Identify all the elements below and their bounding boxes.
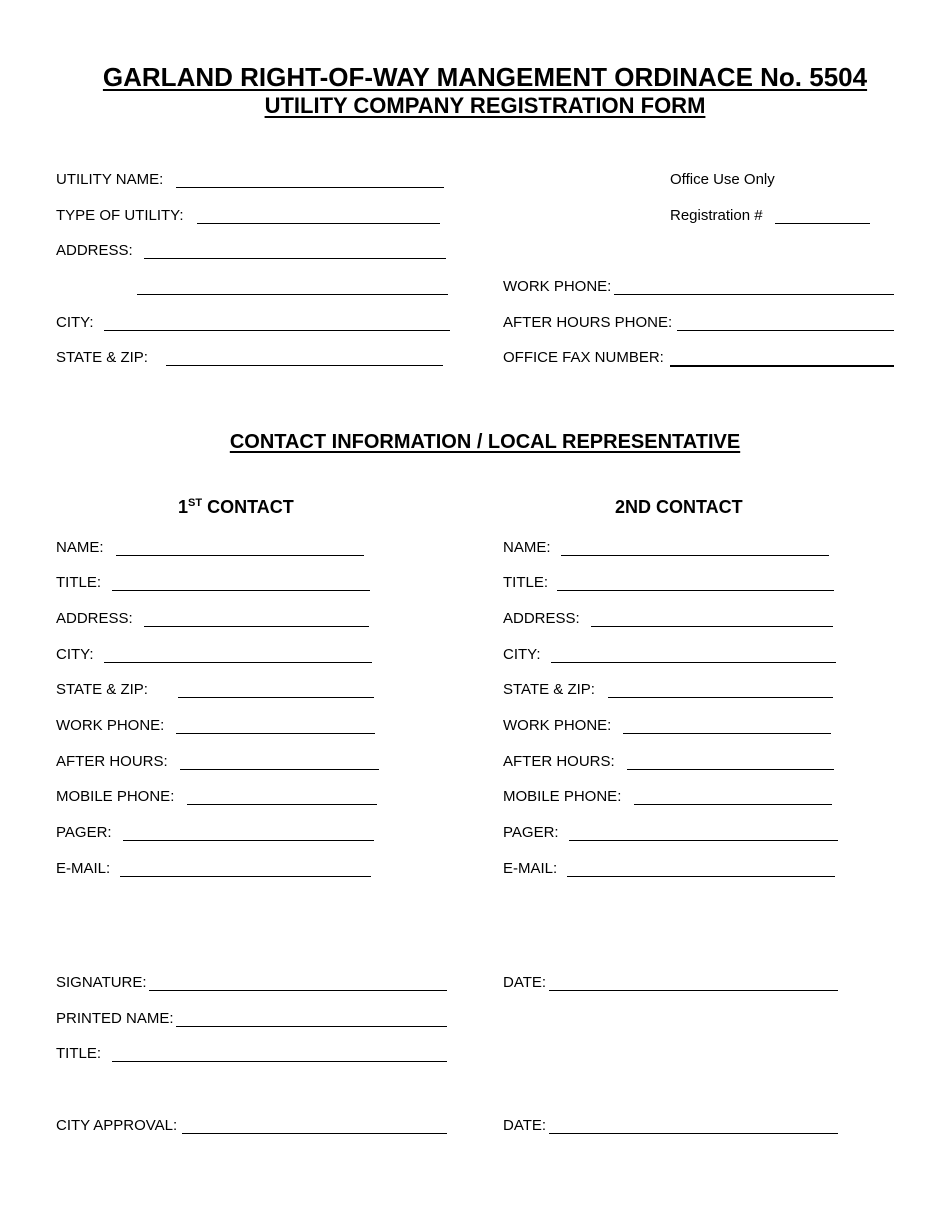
- utility-name-line[interactable]: [176, 187, 444, 188]
- contact-section-title: CONTACT INFORMATION / LOCAL REPRESENTATIVE: [229, 431, 741, 453]
- city-approval-label: CITY APPROVAL:: [56, 1117, 178, 1134]
- type-of-utility-field[interactable]: [56, 207, 446, 225]
- contact1-email-field[interactable]: [56, 860, 386, 878]
- office-fax-field[interactable]: [503, 349, 895, 367]
- form-subtitle: UTILITY COMPANY REGISTRATION FORM: [264, 93, 706, 118]
- contact1-mobile-phone-field[interactable]: [56, 788, 386, 806]
- contact2-city-field[interactable]: [503, 646, 843, 664]
- signer-title-field[interactable]: [56, 1045, 451, 1063]
- company-address-label: ADDRESS:: [56, 242, 133, 259]
- contact2-title-line[interactable]: [557, 590, 834, 591]
- company-after-hours-phone-line[interactable]: [677, 330, 894, 331]
- contact2-city-label: CITY:: [503, 646, 541, 663]
- contact1-name-field[interactable]: [56, 539, 386, 557]
- company-work-phone-field[interactable]: [503, 278, 895, 296]
- company-city-field[interactable]: [56, 314, 451, 332]
- office-fax-label: OFFICE FAX NUMBER:: [503, 349, 664, 366]
- contact1-email-line[interactable]: [120, 876, 371, 877]
- contact1-pager-label: PAGER:: [56, 824, 112, 841]
- company-after-hours-phone-label: AFTER HOURS PHONE:: [503, 314, 673, 331]
- contact2-email-label: E-MAIL:: [503, 860, 558, 877]
- contact1-work-phone-field[interactable]: [56, 717, 386, 735]
- contact1-work-phone-line[interactable]: [176, 733, 375, 734]
- office-use-label: Office Use Only: [670, 171, 775, 188]
- contact1-city-label: CITY:: [56, 646, 94, 663]
- signature-date-label: DATE:: [503, 974, 547, 991]
- signature-line[interactable]: [149, 990, 447, 991]
- registration-number-label: Registration #: [670, 207, 763, 224]
- printed-name-label: PRINTED NAME:: [56, 1010, 174, 1027]
- contact2-after-hours-line[interactable]: [627, 769, 834, 770]
- contact2-work-phone-line[interactable]: [623, 733, 831, 734]
- contact2-name-line[interactable]: [561, 555, 829, 556]
- contact2-pager-line[interactable]: [569, 840, 838, 841]
- contact2-mobile-phone-field[interactable]: [503, 788, 843, 806]
- company-state-zip-line[interactable]: [166, 365, 443, 366]
- contact1-state-zip-field[interactable]: [56, 681, 386, 699]
- contact1-after-hours-label: AFTER HOURS:: [56, 753, 168, 770]
- contact1-pager-field[interactable]: [56, 824, 386, 842]
- contact2-pager-field[interactable]: [503, 824, 843, 842]
- contact1-name-label: NAME:: [56, 539, 104, 556]
- contact1-address-field[interactable]: [56, 610, 386, 628]
- contact1-pager-line[interactable]: [123, 840, 374, 841]
- contact2-title-field[interactable]: [503, 574, 843, 592]
- contact1-city-field[interactable]: [56, 646, 386, 664]
- contact2-state-zip-field[interactable]: [503, 681, 843, 699]
- approval-date-label: DATE:: [503, 1117, 547, 1134]
- contact1-title-field[interactable]: [56, 574, 386, 592]
- form-title: GARLAND RIGHT-OF-WAY MANGEMENT ORDINACE No. 5504: [102, 62, 868, 92]
- utility-name-field[interactable]: [56, 171, 446, 189]
- signer-title-label: TITLE:: [56, 1045, 102, 1062]
- contact1-title-line[interactable]: [112, 590, 370, 591]
- utility-name-label: UTILITY NAME:: [56, 171, 164, 188]
- company-address-field[interactable]: [56, 242, 451, 260]
- second-contact-heading: 2ND CONTACT: [615, 497, 743, 517]
- printed-name-line[interactable]: [176, 1026, 447, 1027]
- contact2-mobile-phone-label: MOBILE PHONE:: [503, 788, 622, 805]
- contact1-after-hours-line[interactable]: [180, 769, 379, 770]
- city-approval-field[interactable]: [56, 1117, 451, 1135]
- contact1-mobile-phone-label: MOBILE PHONE:: [56, 788, 175, 805]
- registration-number-line[interactable]: [775, 223, 870, 224]
- company-address-line-2[interactable]: [137, 278, 449, 296]
- signature-field[interactable]: [56, 974, 451, 992]
- contact2-work-phone-label: WORK PHONE:: [503, 717, 612, 734]
- office-fax-line[interactable]: [670, 365, 894, 367]
- company-state-zip-label: STATE & ZIP:: [56, 349, 148, 366]
- contact1-work-phone-label: WORK PHONE:: [56, 717, 165, 734]
- company-city-line[interactable]: [104, 330, 450, 331]
- company-address-line[interactable]: [144, 258, 446, 259]
- contact1-state-zip-line[interactable]: [178, 697, 374, 698]
- first-contact-heading: 1ST CONTACT: [178, 497, 294, 517]
- contact2-mobile-phone-line[interactable]: [634, 804, 832, 805]
- contact2-after-hours-field[interactable]: [503, 753, 843, 771]
- contact1-city-line[interactable]: [104, 662, 372, 663]
- company-after-hours-phone-field[interactable]: [503, 314, 895, 332]
- signature-date-field[interactable]: [503, 974, 843, 992]
- company-work-phone-label: WORK PHONE:: [503, 278, 612, 295]
- signature-date-line[interactable]: [549, 990, 838, 991]
- contact2-state-zip-line[interactable]: [608, 697, 833, 698]
- contact2-city-line[interactable]: [551, 662, 836, 663]
- company-work-phone-line[interactable]: [614, 294, 894, 295]
- contact1-name-line[interactable]: [116, 555, 364, 556]
- contact2-after-hours-label: AFTER HOURS:: [503, 753, 615, 770]
- contact1-after-hours-field[interactable]: [56, 753, 386, 771]
- company-state-zip-field[interactable]: [56, 349, 446, 367]
- contact1-title-label: TITLE:: [56, 574, 102, 591]
- contact2-pager-label: PAGER:: [503, 824, 559, 841]
- approval-date-line[interactable]: [549, 1133, 838, 1134]
- type-of-utility-line[interactable]: [197, 223, 440, 224]
- contact2-name-field[interactable]: [503, 539, 843, 557]
- contact2-address-label: ADDRESS:: [503, 610, 580, 627]
- company-city-label: CITY:: [56, 314, 94, 331]
- type-of-utility-label: TYPE OF UTILITY:: [56, 207, 184, 224]
- registration-number-field[interactable]: [670, 207, 872, 225]
- contact1-address-label: ADDRESS:: [56, 610, 133, 627]
- contact2-state-zip-label: STATE & ZIP:: [503, 681, 595, 698]
- contact2-address-line[interactable]: [591, 626, 833, 627]
- printed-name-field[interactable]: [56, 1010, 451, 1028]
- signature-label: SIGNATURE:: [56, 974, 147, 991]
- contact1-address-line[interactable]: [144, 626, 369, 627]
- contact2-name-label: NAME:: [503, 539, 551, 556]
- contact2-address-field[interactable]: [503, 610, 843, 628]
- contact2-title-label: TITLE:: [503, 574, 549, 591]
- contact2-email-field[interactable]: [503, 860, 843, 878]
- contact1-state-zip-label: STATE & ZIP:: [56, 681, 148, 698]
- signer-title-line[interactable]: [112, 1061, 447, 1062]
- city-approval-line[interactable]: [182, 1133, 447, 1134]
- contact2-email-line[interactable]: [567, 876, 835, 877]
- company-address-line-2-rule[interactable]: [137, 294, 448, 295]
- contact1-mobile-phone-line[interactable]: [187, 804, 377, 805]
- contact2-work-phone-field[interactable]: [503, 717, 843, 735]
- contact1-email-label: E-MAIL:: [56, 860, 111, 877]
- approval-date-field[interactable]: [503, 1117, 843, 1135]
